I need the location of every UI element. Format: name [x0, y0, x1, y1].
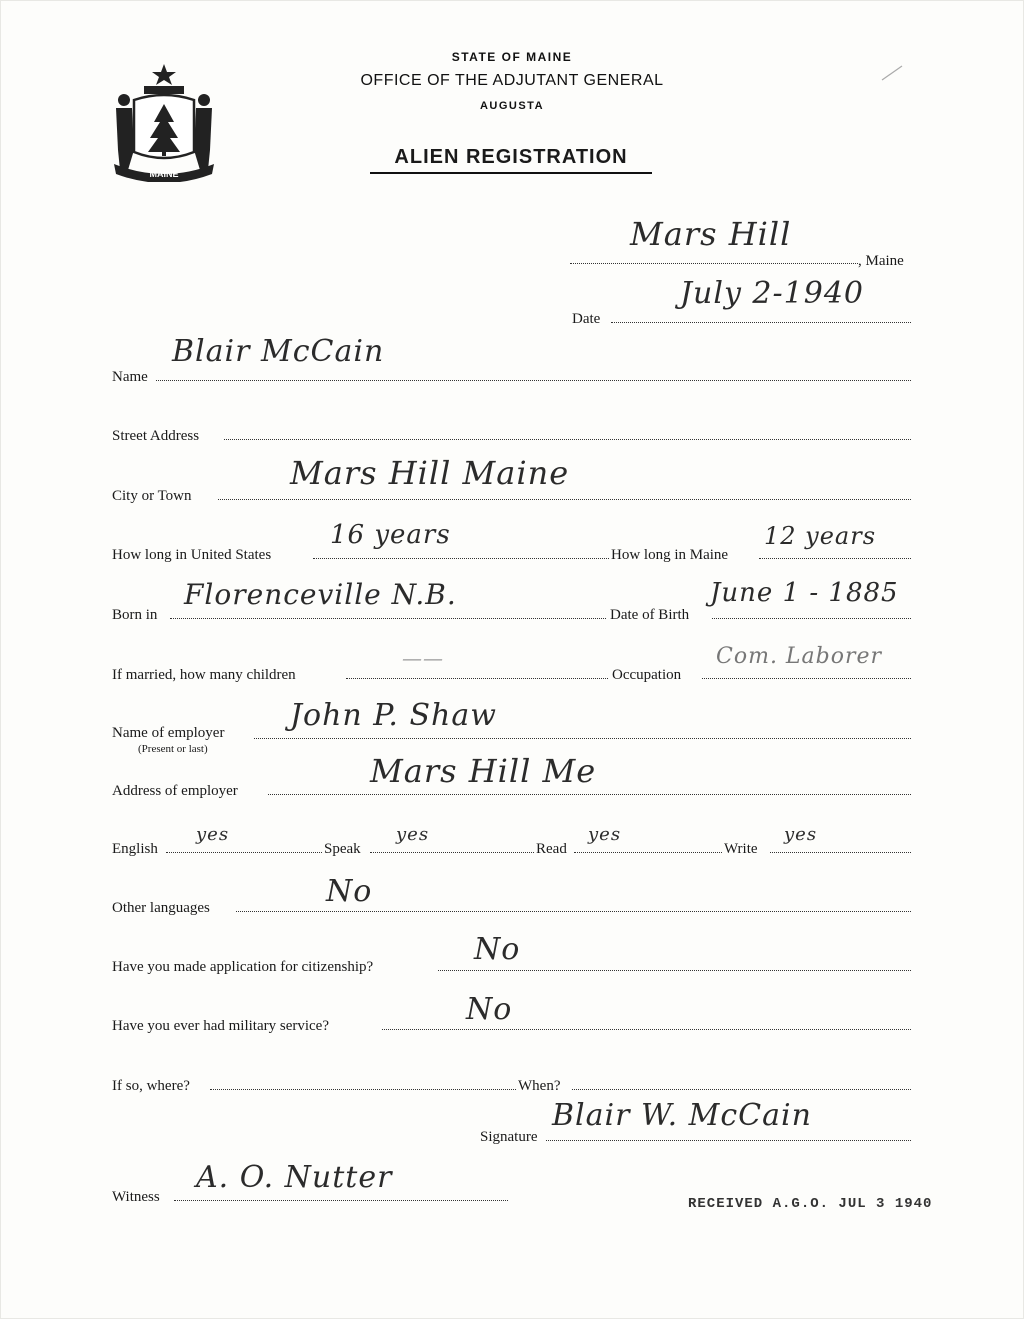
read-value[interactable]: yes: [588, 824, 622, 845]
signature-line: [546, 1140, 911, 1141]
read-line: [574, 852, 722, 853]
occupation-line: [702, 678, 911, 679]
pencil-mark-icon: [880, 64, 904, 82]
read-label: Read: [536, 841, 567, 857]
other-languages-line: [236, 911, 911, 912]
date-of-birth-value[interactable]: June 1 - 1885: [710, 578, 899, 608]
if-so-where-label: If so, where?: [112, 1078, 190, 1094]
header-state: STATE OF MAINE: [451, 50, 573, 64]
street-address-label: Street Address: [112, 428, 200, 444]
born-in-label: Born in: [112, 607, 158, 623]
date-of-birth-label: Date of Birth: [610, 607, 690, 623]
married-line: [346, 678, 608, 679]
employer-address-line: [268, 794, 911, 795]
born-in-line: [170, 618, 606, 619]
english-label: English: [112, 841, 158, 857]
date-line: [611, 322, 911, 323]
write-label: Write: [724, 841, 758, 857]
date-label: Date: [572, 311, 601, 327]
born-in-value[interactable]: Florenceville N.B.: [184, 578, 457, 611]
how-long-maine-value[interactable]: 12 years: [764, 522, 877, 550]
occupation-value[interactable]: Com. Laborer: [716, 644, 883, 669]
date-value[interactable]: July 2-1940: [680, 276, 864, 311]
name-label: Name: [112, 369, 148, 385]
english-value[interactable]: yes: [196, 824, 230, 845]
speak-value[interactable]: yes: [396, 824, 430, 845]
military-value[interactable]: No: [466, 992, 513, 1027]
name-value[interactable]: Blair McCain: [172, 334, 385, 369]
witness-value[interactable]: A. O. Nutter: [196, 1160, 393, 1195]
signature-label: Signature: [480, 1129, 538, 1145]
signature-value[interactable]: Blair W. McCain: [552, 1098, 812, 1133]
header-office: OFFICE OF THE ADJUTANT GENERAL: [360, 72, 664, 89]
city-value[interactable]: Mars Hill Maine: [290, 454, 570, 492]
street-address-line: [224, 439, 911, 440]
seal-motto: MAINE: [149, 169, 179, 179]
place-line: [570, 263, 858, 264]
married-label: If married, how many children: [112, 667, 296, 683]
speak-line: [370, 852, 534, 853]
form-title: ALIEN REGISTRATION: [370, 146, 652, 174]
citizenship-line: [438, 970, 911, 971]
speak-label: Speak: [324, 841, 361, 857]
how-long-maine-line: [759, 558, 911, 559]
witness-label: Witness: [112, 1189, 160, 1205]
employer-address-label: Address of employer: [112, 783, 238, 799]
other-languages-value[interactable]: No: [326, 874, 373, 909]
employer-name-value[interactable]: John P. Shaw: [290, 698, 497, 733]
name-line: [156, 380, 911, 381]
place-suffix: , Maine: [858, 253, 904, 269]
witness-line: [174, 1200, 508, 1201]
received-stamp: RECEIVED A.G.O. JUL 3 1940: [688, 1196, 933, 1212]
citizenship-value[interactable]: No: [474, 932, 521, 967]
city-line: [218, 499, 911, 500]
citizenship-label: Have you made application for citizenship?: [112, 959, 374, 975]
date-of-birth-line: [712, 618, 911, 619]
how-long-us-line: [313, 558, 609, 559]
header-city: AUGUSTA: [479, 100, 545, 112]
place-value[interactable]: Mars Hill: [630, 215, 792, 253]
employer-name-label: Name of employer: [112, 725, 225, 741]
how-long-us-value[interactable]: 16 years: [330, 520, 451, 550]
how-long-maine-label: How long in Maine: [611, 547, 729, 563]
if-so-where-line: [210, 1089, 516, 1090]
military-label: Have you ever had military service?: [112, 1018, 329, 1034]
occupation-label: Occupation: [612, 667, 682, 683]
married-value[interactable]: ——: [402, 646, 444, 670]
when-line: [572, 1089, 911, 1090]
employer-address-value[interactable]: Mars Hill Me: [370, 752, 597, 790]
when-label: When?: [518, 1078, 561, 1094]
english-line: [166, 852, 322, 853]
employer-name-sublabel: (Present or last): [138, 743, 208, 755]
military-line: [382, 1029, 911, 1030]
city-label: City or Town: [112, 488, 192, 504]
how-long-us-label: How long in United States: [112, 547, 272, 563]
write-line: [770, 852, 911, 853]
employer-name-line: [254, 738, 911, 739]
other-languages-label: Other languages: [112, 900, 210, 916]
write-value[interactable]: yes: [784, 824, 818, 845]
